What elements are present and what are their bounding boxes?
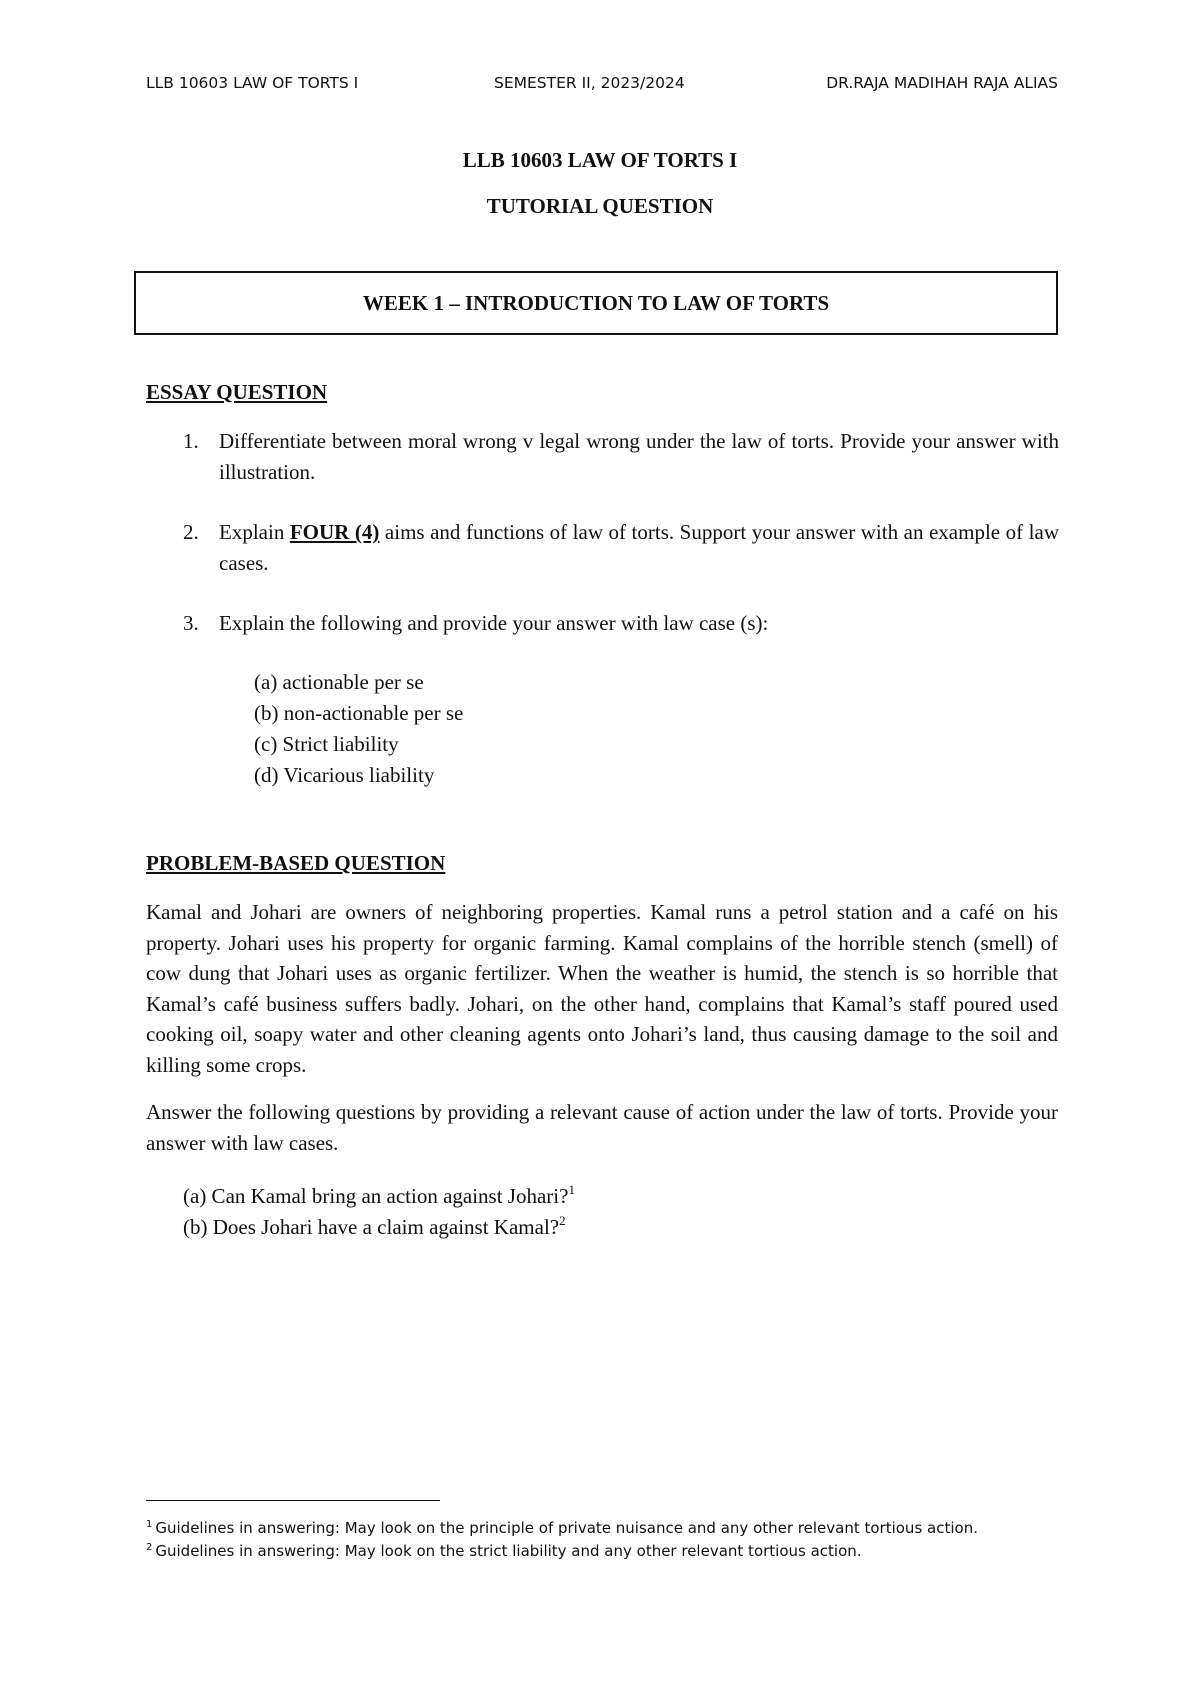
list-item: (c) Strict liability xyxy=(254,732,399,756)
problem-instruction: Answer the following questions by providing a relevant cause of action under the law of torts. Provide your answer with law cases. xyxy=(146,1100,1058,1155)
question-text-rest: aims and functions of law of torts. Support your answer with an example of law cases. xyxy=(219,520,1059,575)
week-topic-label: WEEK 1 – INTRODUCTION TO LAW OF TORTS xyxy=(362,290,830,315)
emphasis-count: FOUR (4) xyxy=(289,520,380,544)
footnote-separator xyxy=(146,1500,440,1501)
question-text-start: Explain xyxy=(219,520,290,544)
question-text: (b) Does Johari have a claim against Kamal? xyxy=(183,1215,560,1239)
header-semester: SEMESTER II, 2023/2024 xyxy=(494,74,685,92)
question-number: 1. xyxy=(183,429,199,453)
list-item: (b) non-actionable per se xyxy=(254,701,464,725)
footnote-number: 1 xyxy=(146,1519,153,1530)
header-lecturer: DR.RAJA MADIHAH RAJA ALIAS xyxy=(826,74,1058,92)
essay-section-heading: ESSAY QUESTION xyxy=(146,380,328,404)
question-number: 2. xyxy=(183,520,199,544)
week-topic-box xyxy=(134,271,1058,335)
problem-question-b xyxy=(183,1205,566,1243)
footnote-text: Guidelines in answering: May look on the strict liability and any other relevant tortious action. xyxy=(155,1542,862,1560)
list-item: (a) actionable per se xyxy=(254,670,424,694)
problem-scenario: Kamal and Johari are owners of neighboring properties. Kamal runs a petrol station and a café on his property. Johari uses his property for organic farming. Kamal complains of the horrible stench (smell) of cow dung that Johari uses as organic fertilizer. When the weather is humid, the stench is so horrible that Kamal’s café business suffers badly. Johari, on the other hand, complains that Kamal’s staff poured used cooking oil, soapy water and other cleaning agents onto Johari’s land, thus causing damage to the soil and killing some crops. xyxy=(146,900,1058,1077)
question-text xyxy=(219,517,1059,579)
header-course-code: LLB 10603 LAW OF TORTS I xyxy=(146,74,359,92)
footnote-ref[interactable]: 1 xyxy=(568,1182,575,1197)
question-text: Differentiate between moral wrong v legal wrong under the law of torts. Provide your answer with illustration. xyxy=(219,429,1059,484)
list-item: (d) Vicarious liability xyxy=(254,763,435,787)
footnote-ref[interactable]: 2 xyxy=(559,1213,566,1228)
document-title: LLB 10603 LAW OF TORTS I xyxy=(462,148,738,172)
question-text: (a) Can Kamal bring an action against Johari? xyxy=(183,1184,569,1208)
question-number: 3. xyxy=(183,611,199,635)
document-subtitle: TUTORIAL QUESTION xyxy=(486,194,714,218)
footnote-number: 2 xyxy=(146,1542,153,1553)
footnote-2 xyxy=(146,1542,862,1560)
question-text: Explain the following and provide your answer with law case (s): xyxy=(219,611,769,635)
problem-section-heading: PROBLEM-BASED QUESTION xyxy=(146,851,446,875)
footnote-1 xyxy=(146,1519,978,1537)
footnote-text: Guidelines in answering: May look on the principle of private nuisance and any other relevant tortious action. xyxy=(155,1519,978,1537)
